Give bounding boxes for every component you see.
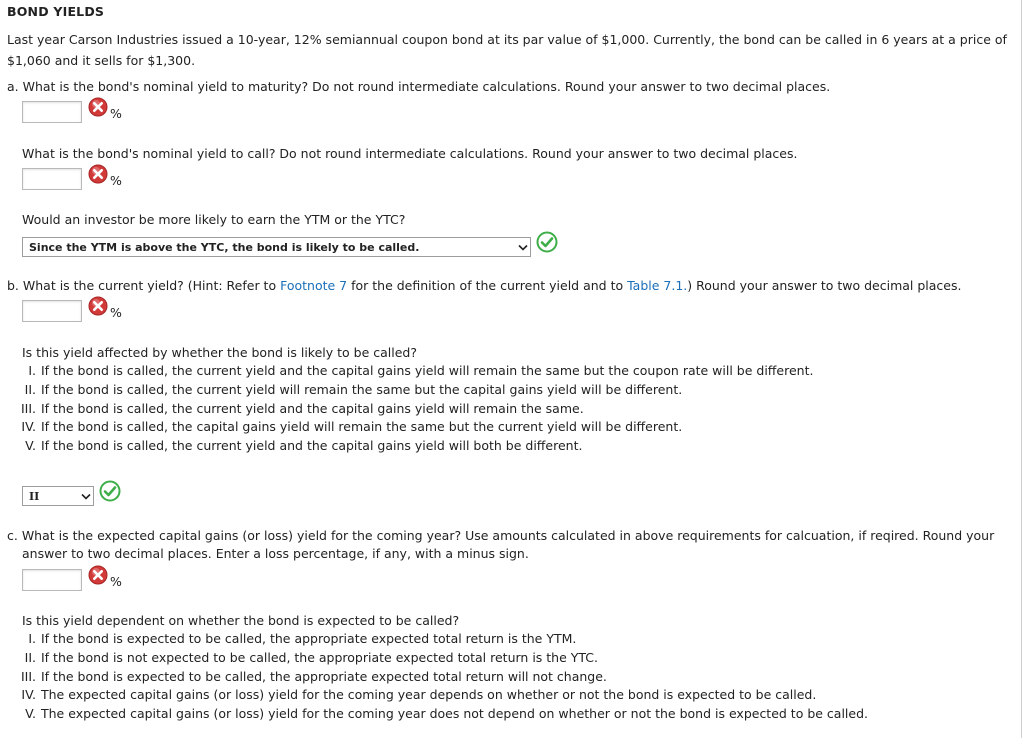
x-circle-icon [88, 97, 108, 117]
option-number: II. [24, 650, 36, 665]
option-text: The expected capital gains (or loss) yield for the coming year depends on whether or not the bond is expected to be called. [41, 687, 817, 702]
percent-sign: % [110, 106, 122, 121]
page-right-border [1021, 0, 1022, 738]
option-text: If the bond is expected to be called, the appropriate expected total return is the YTM. [41, 631, 577, 646]
option-number: I. [28, 631, 36, 646]
option-number: I. [28, 363, 36, 378]
part-b-question-affected: Is this yield affected by whether the bond is likely to be called? [22, 345, 417, 360]
current-yield-input[interactable] [22, 300, 82, 322]
percent-sign: % [110, 305, 122, 320]
dropdown-selected-value: II [29, 489, 40, 503]
option-number: III. [20, 401, 36, 416]
chevron-down-icon [516, 244, 530, 251]
part-b-q1-text-pre: b. What is the current yield? (Hint: Refer to [7, 278, 281, 293]
part-b-q1-text-mid: for the definition of the current yield and to [347, 278, 628, 293]
part-a-question-likely: Would an investor be more likely to earn the YTM or the YTC? [22, 212, 406, 227]
check-circle-icon [99, 480, 121, 502]
footnote-7-link[interactable]: Footnote 7 [280, 278, 348, 293]
option-number: IV. [21, 687, 36, 702]
check-circle-icon [536, 231, 558, 253]
x-circle-icon [88, 565, 108, 585]
option-number: V. [25, 438, 36, 453]
capital-gains-yield-input[interactable] [22, 569, 82, 591]
x-circle-icon [88, 164, 108, 184]
ytm-ytc-dropdown[interactable] [22, 237, 531, 257]
intro-line-1: Last year Carson Industries issued a 10-year, 12% semiannual coupon bond at its par value of $1,000. Currently, the bond can be called in 6 years at a price of [7, 32, 1007, 47]
option-text: If the bond is called, the current yield will remain the same but the capital gains yield will be different. [41, 382, 683, 397]
option-text: If the bond is called, the current yield and the capital gains yield will both be different. [41, 438, 583, 453]
part-b-q1-text-post: ) Round your answer to two decimal places. [687, 278, 962, 293]
option-text: The expected capital gains (or loss) yield for the coming year does not depend on whether or not the bond is expected to be called. [41, 706, 869, 721]
part-b-question-current-yield [7, 276, 961, 295]
dropdown-selected-value: Since the YTM is above the YTC, the bond is likely to be called. [29, 240, 420, 254]
part-c-question-line-2: answer to two decimal places. Enter a loss percentage, if any, with a minus sign. [22, 546, 529, 561]
option-text: If the bond is not expected to be called, the appropriate expected total return is the YTC. [41, 650, 599, 665]
option-text: If the bond is expected to be called, the appropriate expected total return will not change. [41, 669, 607, 684]
table-7-1-link[interactable]: Table 7.1. [627, 278, 688, 293]
option-number: II. [24, 382, 36, 397]
ytc-input[interactable] [22, 168, 82, 190]
chevron-down-icon [79, 493, 93, 500]
page-title: BOND YIELDS [7, 4, 105, 19]
part-c-question-dependent: Is this yield dependent on whether the bond is expected to be called? [22, 613, 460, 628]
option-select-dropdown[interactable] [22, 486, 94, 506]
part-c-question-line-1: c. What is the expected capital gains (or loss) yield for the coming year? Use amounts calculated in above requirements for calcuation, if reqired. Round your [7, 528, 995, 543]
percent-sign: % [110, 173, 122, 188]
option-number: IV. [21, 419, 36, 434]
percent-sign: % [110, 574, 122, 589]
option-text: If the bond is called, the current yield and the capital gains yield will remain the same but the coupon rate will be different. [41, 363, 814, 378]
option-text: If the bond is called, the capital gains yield will remain the same but the current yield will be different. [41, 419, 683, 434]
ytm-input[interactable] [22, 101, 82, 123]
option-number: V. [25, 706, 36, 721]
intro-line-2: $1,060 and it sells for $1,300. [7, 53, 196, 68]
option-text: If the bond is called, the current yield and the capital gains yield will remain the same. [41, 401, 584, 416]
option-number: III. [20, 669, 36, 684]
part-a-question-ytc: What is the bond's nominal yield to call? Do not round intermediate calculations. Round your answer to two decimal places. [22, 146, 798, 161]
x-circle-icon [88, 296, 108, 316]
part-a-question-ytm: a. What is the bond's nominal yield to maturity? Do not round intermediate calculations. Round your answer to two decimal places. [7, 79, 831, 94]
